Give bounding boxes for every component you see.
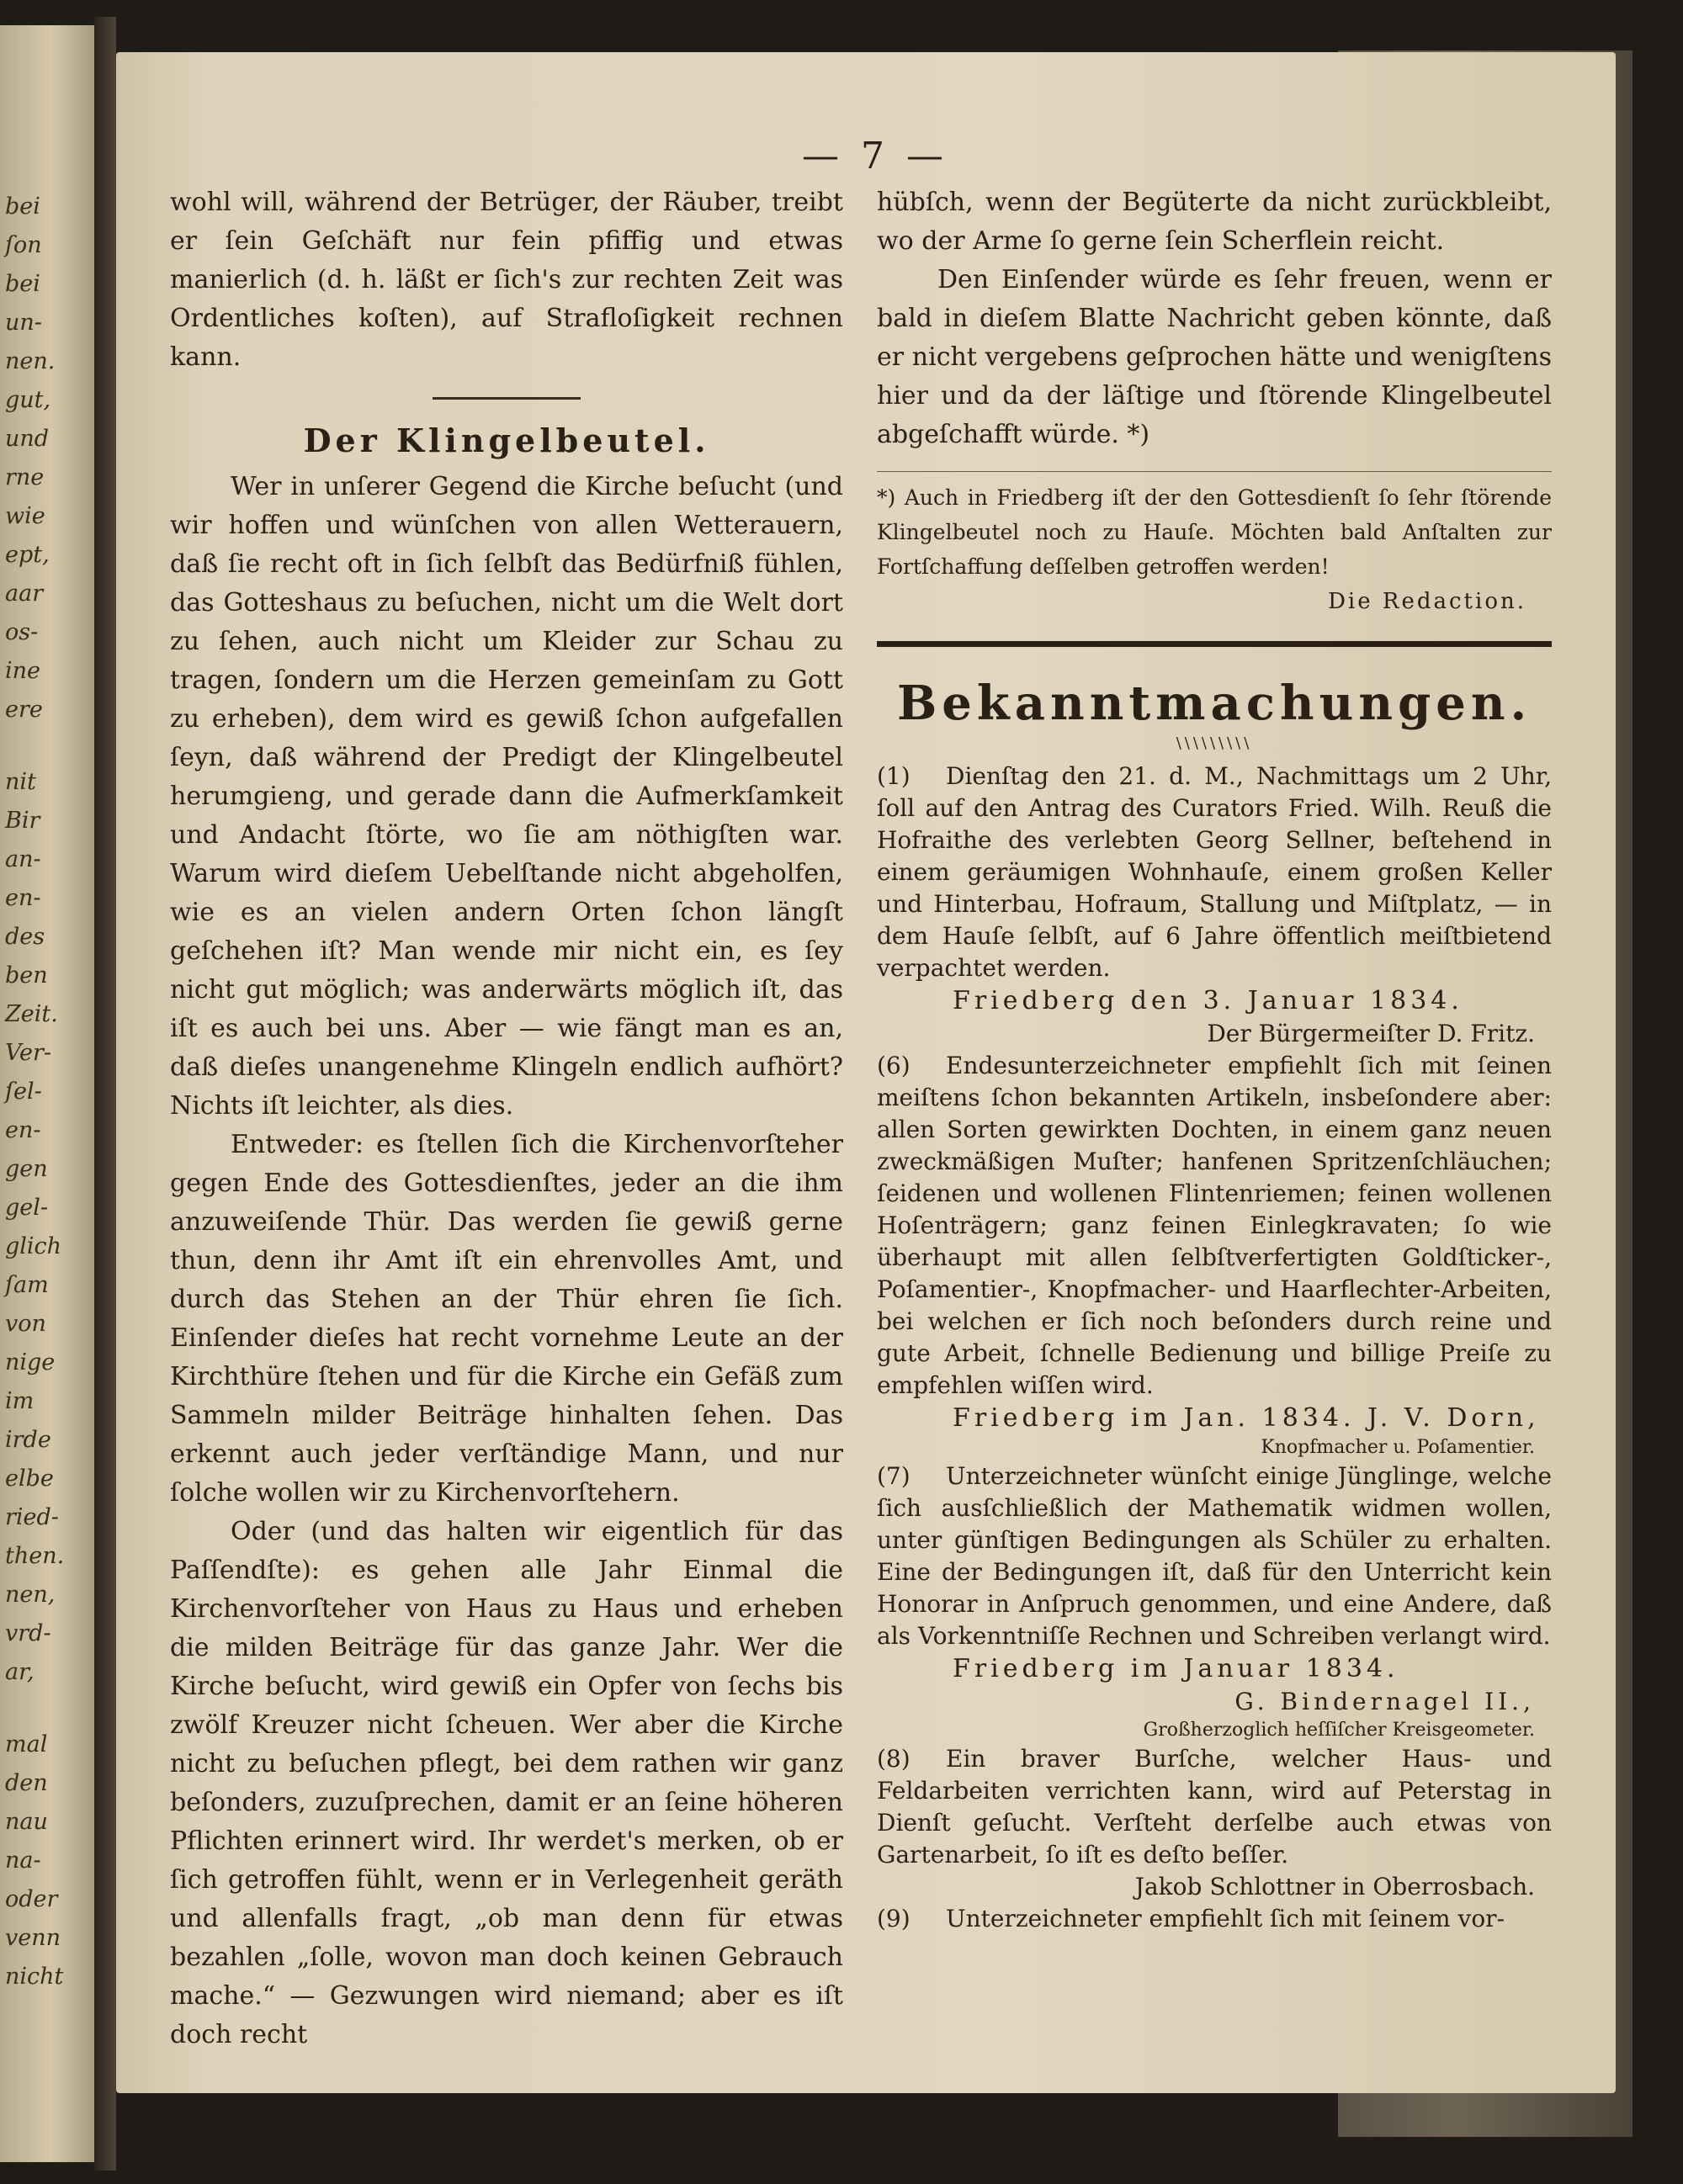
left-page-text-fragment: ere [5, 697, 43, 723]
announcement-7 [877, 1460, 1552, 1652]
left-page-text-fragment: ar, [5, 1659, 35, 1685]
article-heading: Der Klingelbeutel. [303, 421, 710, 459]
left-column [170, 183, 843, 2054]
announcement-text: Unterzeichneter empfiehlt ſich mit ſeinem vor- [946, 1905, 1505, 1932]
section-divider [433, 397, 581, 400]
left-page-text-fragment: ept, [5, 542, 50, 568]
left-page-text-fragment: ſon [5, 232, 42, 258]
left-page-edge [0, 25, 94, 2162]
left-page-text-fragment: en- [5, 1117, 41, 1143]
left-page-text-fragment: bei [5, 271, 40, 297]
left-page-text-fragment: nit [5, 769, 36, 795]
left-page-text-fragment: Bir [5, 808, 40, 834]
continuation-paragraph: wohl will, während der Betrüger, der Räuber, treibt er ſein Geſchäft nur fein pfiffig und etwas manierlich (d. h. läßt er ſich's zur rechten Zeit was Ordentliches koſten), auf Strafloſigkeit rechnen kann. [170, 188, 843, 372]
announcement-signature: G. Bindernagel II., [1234, 1688, 1535, 1715]
left-page-text-fragment: un- [5, 310, 42, 336]
footnote-signature: Die Redaction. [1328, 589, 1526, 614]
left-page-text-fragment: des [5, 924, 45, 950]
announcement-place-date: Friedberg im Jan. 1834. J. V. Dorn, [953, 1403, 1540, 1433]
left-page-text-fragment: venn [5, 1925, 61, 1951]
announcement-signature: Jakob Schlottner in Oberrosbach. [1134, 1873, 1535, 1900]
article-paragraph-3: Oder (und das halten wir eigentlich für das Paſſendſte): es gehen alle Jahr Einmal die Kirchenvorſteher von Haus zu Haus und erheben die milden Beiträge für das ganze Jahr. Wer die Kirche beſucht, wird gewiß ein Opfer von ſechs bis zwölf Kreuzer nicht ſcheuen. Wer aber die Kirche nicht zu beſuchen pflegt, bei dem rathen wir ganz beſonders, zuzuſprechen, damit er an ſeine höheren Pflichten erinnert wird. Ihr werdet's merken, ob er ſich getroffen fühlt, wenn er in Verlegenheit geräth und allenfalls fragt, „ob man denn für etwas bezahlen „ſolle, wovon man doch keinen Gebrauch mache.“ — Gezwungen wird niemand; aber es iſt doch recht [170, 1517, 843, 2049]
left-page-text-fragment: wie [5, 503, 45, 529]
announcement-text: Endesunterzeichneter empfiehlt ſich mit ſeinen meiſtens ſchon bekannten Artikeln, insbeſondere aber: allen Sorten gewirkten Dochten, in einem ganz neuen zweckmäßigen Muſter; hanfenen Spritzenſchläuchen; ſeidenen und wollenen Flintenriemen; feinen wollenen Hoſenträgern; ganz feinen Einlegkravaten; ſo wie überhaupt mit allen ſelbſtverfertigten Goldſticker-, Poſamentier-, Knopfmacher- und Haarflechter-Arbeiten, bei welchen er ſich noch beſonders durch reine und gute Arbeit, ſchnelle Bedienung und billige Preiſe zu empfehlen wiſſen wird. [877, 1052, 1552, 1399]
announcement-signature-title: Großherzoglich heſſiſcher Kreisgeometer. [1143, 1720, 1535, 1741]
left-page-text-fragment: und [5, 426, 50, 452]
announcement-8 [877, 1743, 1552, 1871]
article-closing-paragraph: Den Einſender würde es ſehr freuen, wenn er bald in dieſem Blatte Nachricht geben könnte, daß er nicht vergebens geſprochen hätte und wenigſtens hier und da der läſtige und ſtörende Klingelbeutel abgeſchafft würde. *) [877, 265, 1552, 449]
announcement-text: Dienſtag den 21. d. M., Nachmittags um 2 Uhr, ſoll auf den Antrag des Curators Fried. Wilh. Reuß die Hofraithe des verlebten Georg Sellner, beſtehend in einem geräumigen Wohnhauſe, einem großen Keller und Hinterbau, Hofraum, Stallung und Miſtplatz, — in dem Hauſe ſelbſt, auf 6 Jahre öffentlich meiſtbietend verpachtet werden. [877, 762, 1552, 982]
left-page-text-fragment: na- [5, 1847, 41, 1874]
left-page-text-fragment: aar [5, 580, 44, 607]
announcement-number: (8) [877, 1745, 911, 1773]
left-page-text-fragment: nau [5, 1809, 48, 1835]
left-page-text-fragment: nige [5, 1349, 56, 1376]
left-page-text-fragment: nen. [5, 348, 56, 374]
left-page-text-fragment: os- [5, 619, 39, 645]
left-page-text-fragment: rne [5, 464, 45, 490]
announcement-9 [877, 1903, 1552, 1935]
announcement-6 [877, 1050, 1552, 1402]
article-paragraph-1: Wer in unſerer Gegend die Kirche beſucht (und wir hoffen und wünſchen von allen Wetterauern, daß ſie recht oft in ſich ſelbſt das Bedürfniß fühlen, das Gotteshaus zu beſuchen, nicht um die Welt dort zu ſehen, auch nicht um Kleider zur Schau zu tragen, ſondern um die Herzen gemeinſam zu Gott zu erheben), dem wird es gewiß ſchon aufgefallen ſeyn, daß während der Predigt der Klingelbeutel herumgieng, und gerade dann die Aufmerkſamkeit und Andacht ſtörte, wo ſie am nöthigſten war. Warum wird dieſem Uebelſtande nicht abgeholfen, wie es an vielen andern Orten ſchon längſt geſchehen iſt? Man wende mir nicht ein, es ſey nicht gut möglich; was anderwärts möglich iſt, das iſt es auch bei uns. Aber — wie fängt man es an, daß dieſes unangenehme Klingeln endlich aufhört? Nichts iſt leichter, als dies. [170, 472, 843, 1121]
announcement-place-date: Friedberg den 3. Januar 1834. [953, 986, 1463, 1015]
left-page-text-fragment: bei [5, 193, 40, 220]
left-page-text-fragment: gen [5, 1156, 48, 1182]
left-page-text-fragment: oder [5, 1886, 58, 1912]
left-page-text-fragment: nicht [5, 1964, 64, 1990]
announcement-signature-title: Knopfmacher u. Poſamentier. [1261, 1437, 1535, 1458]
left-page-text-fragment: Zeit. [5, 1001, 58, 1027]
left-page-text-fragment: ſel- [5, 1079, 42, 1105]
left-page-text-fragment: nen, [5, 1582, 56, 1608]
announcement-signature: Der Bürgermeiſter D. Fritz. [1207, 1020, 1535, 1047]
left-page-text-fragment: gut, [5, 387, 51, 413]
page-number: — 7 — [802, 135, 948, 178]
left-page-text-fragment: glich [5, 1233, 62, 1259]
left-page-text-fragment: an- [5, 846, 41, 872]
left-page-text-fragment: elbe [5, 1466, 54, 1492]
announcement-number: (1) [877, 762, 911, 790]
left-page-text-fragment: ine [5, 658, 41, 684]
left-page-text-fragment: von [5, 1311, 46, 1337]
announcement-number: (9) [877, 1905, 911, 1932]
announcement-number: (6) [877, 1052, 911, 1079]
announcement-text: Ein braver Burſche, welcher Haus- und Feldarbeiten verrichten kann, wird auf Peterstag in Dienſt geſucht. Verſteht derſelbe auch etwas von Gartenarbeit, ſo iſt es deſto beſſer. [877, 1745, 1552, 1869]
left-page-text-fragment: vrd- [5, 1620, 51, 1646]
announcement-1 [877, 761, 1552, 984]
left-page-text-fragment: irde [5, 1427, 51, 1453]
left-page-text-fragment: Ver- [5, 1040, 52, 1066]
article-continuation: hübſch, wenn der Begüterte da nicht zurückbleibt, wo der Arme ſo gerne ſein Scherflein reicht. [877, 188, 1552, 256]
left-page-text-fragment: ſam [5, 1272, 49, 1298]
left-page-text-fragment: ben [5, 962, 48, 989]
title-ornament: \\\\\\\\\ [1176, 734, 1253, 752]
announcement-place-date: Friedberg im Januar 1834. [953, 1654, 1399, 1683]
announcement-number: (7) [877, 1462, 911, 1490]
book-gutter [94, 17, 116, 2171]
footnote: *) Auch in Friedberg iſt der den Gottesdienſt ſo ſehr ſtörende Klingelbeutel noch zu Hauſe. Möchten bald Anſtalten zur Fortſchaffung deſſelben getroffen werden! [877, 471, 1552, 584]
left-page-text-fragment: gel- [5, 1195, 49, 1221]
left-page-text-fragment: im [5, 1388, 35, 1414]
left-page-text-fragment: ried- [5, 1504, 59, 1530]
left-page-text-fragment: mal [5, 1731, 48, 1757]
right-column [877, 183, 1552, 1935]
left-page-text-fragment: den [5, 1770, 48, 1796]
left-page-text-fragment: en- [5, 885, 41, 911]
announcements-title: Bekanntmachungen. [896, 676, 1532, 731]
left-page-text-fragment: then. [5, 1543, 65, 1569]
announcement-text: Unterzeichneter wünſcht einige Jünglinge, welche ſich ausſchließlich der Mathematik widmen wollen, unter günſtigen Bedingungen als Schüler zu erhalten. Eine der Bedingungen iſt, daß für den Unterricht kein Honorar in Anſpruch genommen, und eine Andere, daß als Vorkenntniſſe Rechnen und Schreiben verlangt wird. [877, 1462, 1552, 1650]
article-paragraph-2: Entweder: es ſtellen ſich die Kirchenvorſteher gegen Ende des Gottesdienſtes, jeder an die ihm anzuweiſende Thür. Das werden ſie gewiß gerne thun, denn ihr Amt iſt ein ehrenvolles Amt, und durch das Stehen an der Thür ehren ſie ſich. Einſender dieſes hat recht vornehme Leute an der Kirchthüre ſtehen und für die Kirche ein Gefäß zum Sammeln milder Beiträge hinhalten ſehen. Das erkennt auch jeder verſtändige Mann, und nur ſolche wollen wir zu Kirchenvorſtehern. [170, 1130, 843, 1508]
section-rule [877, 641, 1552, 647]
